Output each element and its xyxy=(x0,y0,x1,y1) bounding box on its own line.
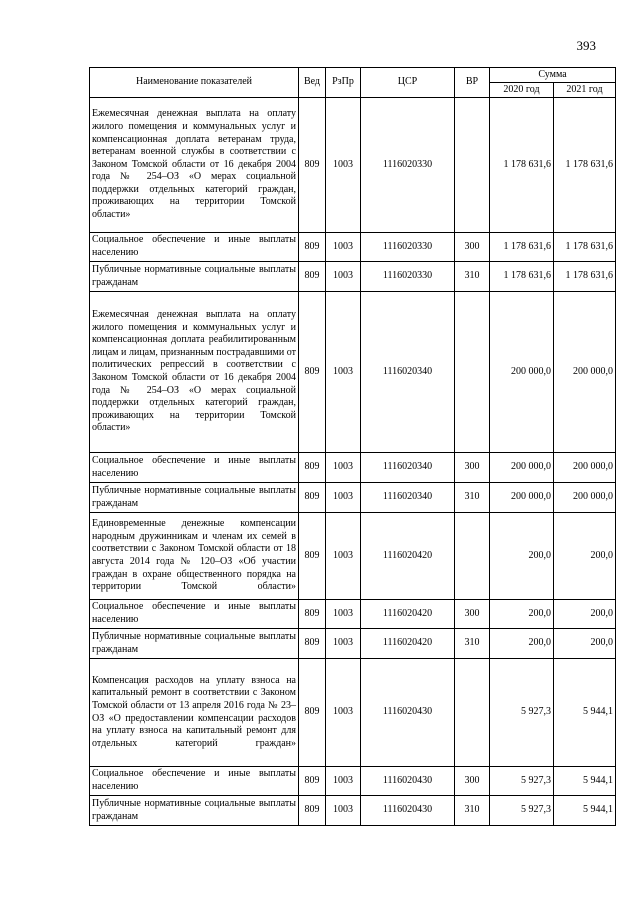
table-body xyxy=(90,98,616,826)
row-2020-cell-text: 200,0 xyxy=(528,607,551,619)
row-ved-cell-text: 809 xyxy=(304,637,320,649)
row-vr-cell xyxy=(455,262,490,292)
header-ved: Вед xyxy=(299,68,326,98)
row-2021-cell-text: 200 000,0 xyxy=(573,491,614,503)
row-name-cell xyxy=(90,513,299,600)
row-name-cell-text: Единовременные денежные компенсации народным дружинникам и членам их семей в соответствии с Законом Томской области от 18 августа 2014 года № 120–ОЗ «Об участии граждан в охране общественного порядка на территории Томской области» xyxy=(92,518,296,593)
row-ved-cell-text: 809 xyxy=(304,804,320,816)
row-vr-cell-text: 300 xyxy=(464,774,480,786)
row-vr-cell xyxy=(455,600,490,629)
row-name-cell-text: Публичные нормативные социальные выплаты гражданам xyxy=(92,263,296,288)
row-name-cell xyxy=(90,483,299,513)
row-2020-cell xyxy=(490,629,554,659)
row-vr-cell-text: 310 xyxy=(464,491,480,503)
row-2021-cell-text: 5 944,1 xyxy=(583,804,614,816)
row-csr-cell-text: 1116020330 xyxy=(382,270,433,282)
row-ved-cell-text: 809 xyxy=(304,491,320,503)
row-rzpr-cell xyxy=(326,483,361,513)
row-csr-cell xyxy=(361,629,455,659)
row-rzpr-cell-text: 1003 xyxy=(333,365,353,377)
row-2020-cell xyxy=(490,453,554,483)
row-csr-cell-text: 1116020420 xyxy=(382,637,433,649)
row-2020-cell xyxy=(490,796,554,826)
table-row xyxy=(90,233,616,262)
row-ved-cell xyxy=(299,629,326,659)
row-csr-cell xyxy=(361,767,455,796)
row-vr-cell xyxy=(455,513,490,600)
row-2021-cell xyxy=(554,262,616,292)
table-row xyxy=(90,453,616,483)
header-year-2020: 2020 год xyxy=(490,83,554,98)
row-2020-cell-text: 200,0 xyxy=(528,549,551,561)
header-sum: Сумма xyxy=(490,68,616,83)
row-name-cell-text: Социальное обеспечение и иные выплаты населению xyxy=(92,454,296,479)
table-row xyxy=(90,796,616,826)
row-rzpr-cell xyxy=(326,659,361,767)
row-2020-cell-text: 200 000,0 xyxy=(511,491,551,503)
row-ved-cell xyxy=(299,233,326,262)
row-rzpr-cell-text: 1003 xyxy=(333,804,353,816)
row-vr-cell-text: 300 xyxy=(464,607,480,619)
row-ved-cell-text: 809 xyxy=(304,607,320,619)
header-year-2021: 2021 год xyxy=(554,83,616,98)
row-csr-cell-text: 1116020340 xyxy=(382,491,433,503)
row-ved-cell xyxy=(299,98,326,233)
row-name-cell xyxy=(90,659,299,767)
row-ved-cell xyxy=(299,262,326,292)
row-name-cell-text: Ежемесячная денежная выплата на оплату жилого помещения и коммунальных услуг и компенсационная доплата ветеранам труда, ветеранам военной службы в соответствии с Законом Томской области от 16 декабря 2004 года № 254–ОЗ «О мерах социальной поддержки отдельных категорий граждан, проживающих на территории Томской области» xyxy=(92,108,296,221)
row-2020-cell xyxy=(490,98,554,233)
row-rzpr-cell xyxy=(326,767,361,796)
row-name-cell-text: Ежемесячная денежная выплата на оплату жилого помещения и коммунальных услуг и компенсационная доплата реабилитированным лицам и лицам, признанным пострадавшими от политических репрессий в соответствии с Законом Томской области от 16 декабря 2004 года № 254–ОЗ «О мерах социальной поддержки отдельных категорий граждан, проживающих на территории Томской области» xyxy=(92,309,296,434)
row-2020-cell-text: 1 178 631,6 xyxy=(503,270,551,282)
row-vr-cell xyxy=(455,629,490,659)
row-rzpr-cell-text: 1003 xyxy=(333,270,353,282)
row-2020-cell-text: 1 178 631,6 xyxy=(503,240,551,252)
header-rzpr: РзПр xyxy=(326,68,361,98)
row-ved-cell xyxy=(299,483,326,513)
row-rzpr-cell-text: 1003 xyxy=(333,706,353,718)
table-row xyxy=(90,513,616,600)
row-vr-cell-text: 310 xyxy=(464,804,480,816)
row-rzpr-cell-text: 1003 xyxy=(333,461,353,473)
row-rzpr-cell xyxy=(326,796,361,826)
table-row xyxy=(90,483,616,513)
row-name-cell-text: Публичные нормативные социальные выплаты гражданам xyxy=(92,630,296,655)
table-row xyxy=(90,98,616,233)
row-2020-cell-text: 200 000,0 xyxy=(511,461,551,473)
row-csr-cell xyxy=(361,796,455,826)
row-name-cell-text: Социальное обеспечение и иные выплаты населению xyxy=(92,234,296,258)
row-rzpr-cell xyxy=(326,453,361,483)
row-csr-cell xyxy=(361,262,455,292)
row-rzpr-cell-text: 1003 xyxy=(333,491,353,503)
row-ved-cell-text: 809 xyxy=(304,158,320,170)
row-name-cell-text: Социальное обеспечение и иные выплаты населению xyxy=(92,768,296,792)
row-vr-cell xyxy=(455,98,490,233)
row-csr-cell-text: 1116020330 xyxy=(382,240,433,252)
row-vr-cell-text: 310 xyxy=(464,637,480,649)
row-name-cell-text: Компенсация расходов на уплату взноса на капитальный ремонт в соответствии с Законом Томской области от 13 апреля 2016 года № 23–ОЗ «О предоставлении компенсации расходов на уплату взноса на капитальный ремонт для отдельных категорий граждан» xyxy=(92,674,296,749)
row-2021-cell-text: 200 000,0 xyxy=(573,365,614,377)
row-csr-cell xyxy=(361,483,455,513)
row-name-cell-text: Публичные нормативные социальные выплаты гражданам xyxy=(92,484,296,509)
row-2021-cell-text: 1 178 631,6 xyxy=(565,158,614,170)
row-vr-cell xyxy=(455,659,490,767)
row-2021-cell xyxy=(554,292,616,453)
row-ved-cell-text: 809 xyxy=(304,240,320,252)
row-ved-cell xyxy=(299,453,326,483)
row-csr-cell xyxy=(361,659,455,767)
row-ved-cell-text: 809 xyxy=(304,549,320,561)
page-number: 393 xyxy=(576,38,596,53)
row-2020-cell-text: 200 000,0 xyxy=(511,365,551,377)
row-ved-cell xyxy=(299,292,326,453)
row-2021-cell xyxy=(554,659,616,767)
row-name-cell xyxy=(90,629,299,659)
table-row xyxy=(90,600,616,629)
row-ved-cell-text: 809 xyxy=(304,706,320,718)
row-csr-cell xyxy=(361,98,455,233)
row-2021-cell xyxy=(554,233,616,262)
row-vr-cell xyxy=(455,233,490,262)
row-csr-cell xyxy=(361,513,455,600)
row-csr-cell-text: 1116020420 xyxy=(382,607,433,619)
header-name: Наименование показателей xyxy=(90,68,299,98)
row-rzpr-cell xyxy=(326,292,361,453)
row-rzpr-cell-text: 1003 xyxy=(333,158,353,170)
row-csr-cell xyxy=(361,233,455,262)
row-rzpr-cell xyxy=(326,513,361,600)
row-2021-cell xyxy=(554,767,616,796)
row-name-cell xyxy=(90,292,299,453)
row-vr-cell xyxy=(455,453,490,483)
budget-table xyxy=(89,67,616,826)
row-ved-cell-text: 809 xyxy=(304,270,320,282)
row-vr-cell xyxy=(455,483,490,513)
table-row xyxy=(90,629,616,659)
row-2021-cell-text: 5 944,1 xyxy=(583,774,614,786)
row-2020-cell-text: 5 927,3 xyxy=(521,774,551,786)
row-name-cell xyxy=(90,262,299,292)
table-row xyxy=(90,262,616,292)
row-ved-cell-text: 809 xyxy=(304,774,320,786)
row-2020-cell xyxy=(490,483,554,513)
row-2021-cell-text: 200,0 xyxy=(590,607,614,619)
row-name-cell xyxy=(90,98,299,233)
row-2020-cell xyxy=(490,292,554,453)
row-2020-cell xyxy=(490,600,554,629)
row-rzpr-cell-text: 1003 xyxy=(333,637,353,649)
table-row xyxy=(90,767,616,796)
row-csr-cell-text: 1116020340 xyxy=(382,365,433,377)
header-csr: ЦСР xyxy=(361,68,455,98)
row-2020-cell xyxy=(490,767,554,796)
row-rzpr-cell-text: 1003 xyxy=(333,240,353,252)
row-rzpr-cell-text: 1003 xyxy=(333,774,353,786)
row-rzpr-cell xyxy=(326,629,361,659)
row-rzpr-cell-text: 1003 xyxy=(333,607,353,619)
row-2021-cell-text: 5 944,1 xyxy=(583,706,614,718)
row-ved-cell-text: 809 xyxy=(304,461,320,473)
row-2021-cell-text: 200,0 xyxy=(590,637,614,649)
row-vr-cell xyxy=(455,767,490,796)
row-2021-cell xyxy=(554,629,616,659)
row-vr-cell xyxy=(455,292,490,453)
row-rzpr-cell xyxy=(326,98,361,233)
row-csr-cell xyxy=(361,453,455,483)
row-2021-cell xyxy=(554,453,616,483)
row-2021-cell-text: 200 000,0 xyxy=(573,461,614,473)
row-csr-cell xyxy=(361,292,455,453)
row-2020-cell xyxy=(490,262,554,292)
row-ved-cell xyxy=(299,767,326,796)
row-2020-cell-text: 200,0 xyxy=(528,637,551,649)
row-vr-cell-text: 300 xyxy=(464,240,480,252)
row-ved-cell xyxy=(299,513,326,600)
row-2020-cell xyxy=(490,513,554,600)
row-2020-cell-text: 1 178 631,6 xyxy=(503,158,551,170)
row-csr-cell-text: 1116020340 xyxy=(382,461,433,473)
row-rzpr-cell xyxy=(326,233,361,262)
row-csr-cell-text: 1116020420 xyxy=(382,549,433,561)
row-csr-cell-text: 1116020430 xyxy=(382,804,433,816)
table-row xyxy=(90,292,616,453)
row-name-cell xyxy=(90,796,299,826)
header-vr: ВР xyxy=(455,68,490,98)
row-name-cell xyxy=(90,233,299,262)
row-name-cell-text: Публичные нормативные социальные выплаты гражданам xyxy=(92,797,296,822)
row-name-cell-text: Социальное обеспечение и иные выплаты населению xyxy=(92,601,296,625)
row-2021-cell xyxy=(554,483,616,513)
row-ved-cell-text: 809 xyxy=(304,365,320,377)
row-rzpr-cell-text: 1003 xyxy=(333,549,353,561)
table-row xyxy=(90,659,616,767)
row-name-cell xyxy=(90,453,299,483)
row-2020-cell xyxy=(490,233,554,262)
row-2020-cell-text: 5 927,3 xyxy=(521,706,551,718)
row-name-cell xyxy=(90,600,299,629)
row-vr-cell-text: 300 xyxy=(464,461,480,473)
row-ved-cell xyxy=(299,796,326,826)
row-rzpr-cell xyxy=(326,262,361,292)
row-2021-cell-text: 1 178 631,6 xyxy=(565,240,614,252)
row-csr-cell-text: 1116020330 xyxy=(382,158,433,170)
row-2021-cell-text: 1 178 631,6 xyxy=(565,270,614,282)
row-2020-cell-text: 5 927,3 xyxy=(521,804,551,816)
row-2021-cell xyxy=(554,796,616,826)
row-name-cell xyxy=(90,767,299,796)
row-vr-cell xyxy=(455,796,490,826)
row-rzpr-cell xyxy=(326,600,361,629)
row-ved-cell xyxy=(299,600,326,629)
row-csr-cell-text: 1116020430 xyxy=(382,706,433,718)
row-2021-cell-text: 200,0 xyxy=(590,549,614,561)
row-2021-cell xyxy=(554,98,616,233)
row-2021-cell xyxy=(554,513,616,600)
row-ved-cell xyxy=(299,659,326,767)
row-vr-cell-text: 310 xyxy=(464,270,480,282)
row-2021-cell xyxy=(554,600,616,629)
row-csr-cell-text: 1116020430 xyxy=(382,774,433,786)
row-2020-cell xyxy=(490,659,554,767)
row-csr-cell xyxy=(361,600,455,629)
